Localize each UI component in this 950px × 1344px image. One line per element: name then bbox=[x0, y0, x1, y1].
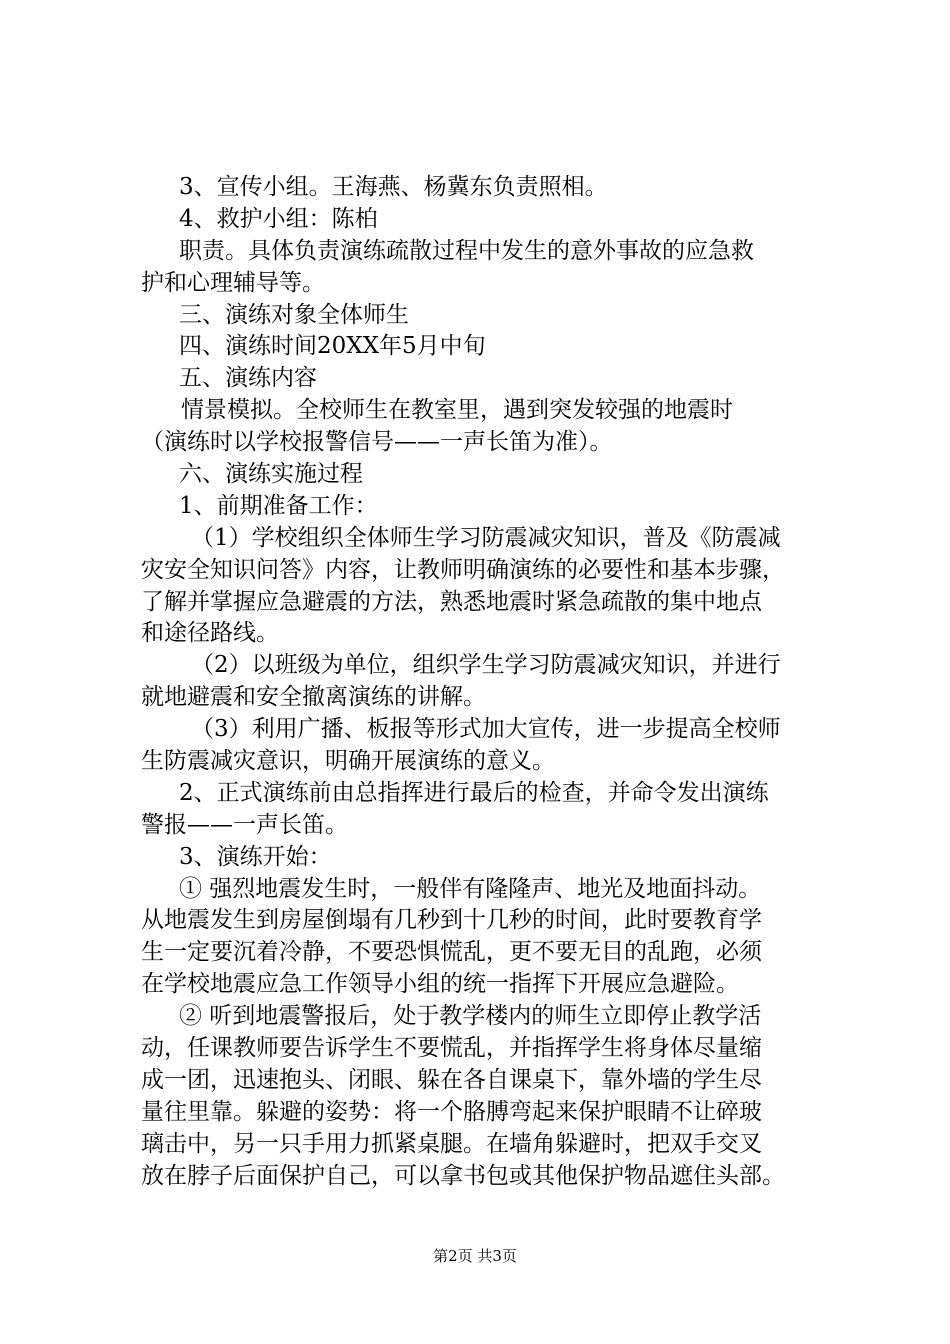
paragraph-line: 3、宣传小组。王海燕、杨冀东负责照相。 bbox=[179, 174, 608, 200]
paragraph-line: 六、演练实施过程 bbox=[179, 461, 363, 488]
paragraph-line: 了解并掌握应急避震的方法，熟悉地震时紧急疏散的集中地点 bbox=[141, 588, 762, 615]
paragraph-line: 警报——一声长笛。 bbox=[141, 811, 348, 838]
paragraph-line: 4、救护小组：陈柏 bbox=[179, 205, 378, 232]
paragraph-line: 五、演练内容 bbox=[179, 365, 317, 392]
paragraph-line: 3、演练开始： bbox=[179, 843, 332, 870]
paragraph-line: 职责。具体负责演练疏散过程中发生的意外事故的应急救 bbox=[179, 237, 754, 264]
paragraph-line: 放在脖子后面保护自己，可以拿书包或其他保护物品遮住头部。 bbox=[141, 1162, 785, 1189]
paragraph-line: （演练时以学校报警信号——一声长笛为准）。 bbox=[141, 429, 613, 456]
paragraph-line: 在学校地震应急工作领导小组的统一指挥下开展应急避险。 bbox=[141, 971, 739, 998]
paragraph-line: 灾安全知识问答》内容，让教师明确演练的必要性和基本步骤， bbox=[141, 556, 785, 583]
paragraph-line: ② 听到地震警报后，处于教学楼内的师生立即停止教学活 bbox=[179, 1003, 762, 1030]
paragraph-line: （3）利用广播、板报等形式加大宣传，进一步提高全校师 bbox=[191, 716, 781, 743]
paragraph-line: 1、前期准备工作： bbox=[179, 492, 378, 519]
paragraph-line: （2）以班级为单位，组织学生学习防震减灾知识，并进行 bbox=[191, 652, 781, 679]
page-footer: 第2页 共3页 bbox=[433, 1247, 517, 1265]
paragraph-line: 璃击中，另一只手用力抓紧桌腿。在墙角躲避时，把双手交叉 bbox=[141, 1130, 762, 1157]
paragraph-line: 护和心理辅导等。 bbox=[141, 269, 325, 296]
paragraph-line: 2、正式演练前由总指挥进行最后的检查，并命令发出演练 bbox=[179, 779, 769, 806]
paragraph-line: 三、演练对象全体师生 bbox=[179, 301, 409, 328]
paragraph-line: 量往里靠。躲避的姿势：将一个胳膊弯起来保护眼睛不让碎玻 bbox=[141, 1098, 762, 1125]
paragraph-line: 四、演练时间20XX年5月中旬 bbox=[179, 333, 486, 360]
paragraph-line: （1）学校组织全体师生学习防震减灾知识，普及《防震减 bbox=[191, 524, 781, 551]
paragraph-line: 动，任课教师要告诉学生不要慌乱，并指挥学生将身体尽量缩 bbox=[141, 1035, 762, 1062]
paragraph-line: 情景模拟。全校师生在教室里，遇到突发较强的地震时 bbox=[181, 397, 733, 424]
paragraph-line: 生防震减灾意识，明确开展演练的意义。 bbox=[141, 748, 555, 775]
paragraph-line: 成一团，迅速抱头、闭眼、躲在各自课桌下，靠外墙的学生尽 bbox=[141, 1066, 762, 1093]
paragraph-line: 和途径路线。 bbox=[141, 620, 279, 647]
document-body bbox=[141, 172, 831, 1193]
paragraph-line: ① 强烈地震发生时，一般伴有隆隆声、地光及地面抖动。 bbox=[179, 875, 762, 902]
paragraph-line: 生一定要沉着冷静，不要恐惧慌乱，更不要无目的乱跑，必须 bbox=[141, 939, 762, 966]
paragraph-line: 从地震发生到房屋倒塌有几秒到十几秒的时间，此时要教育学 bbox=[141, 907, 762, 934]
paragraph-line: 就地避震和安全撤离演练的讲解。 bbox=[141, 684, 486, 711]
